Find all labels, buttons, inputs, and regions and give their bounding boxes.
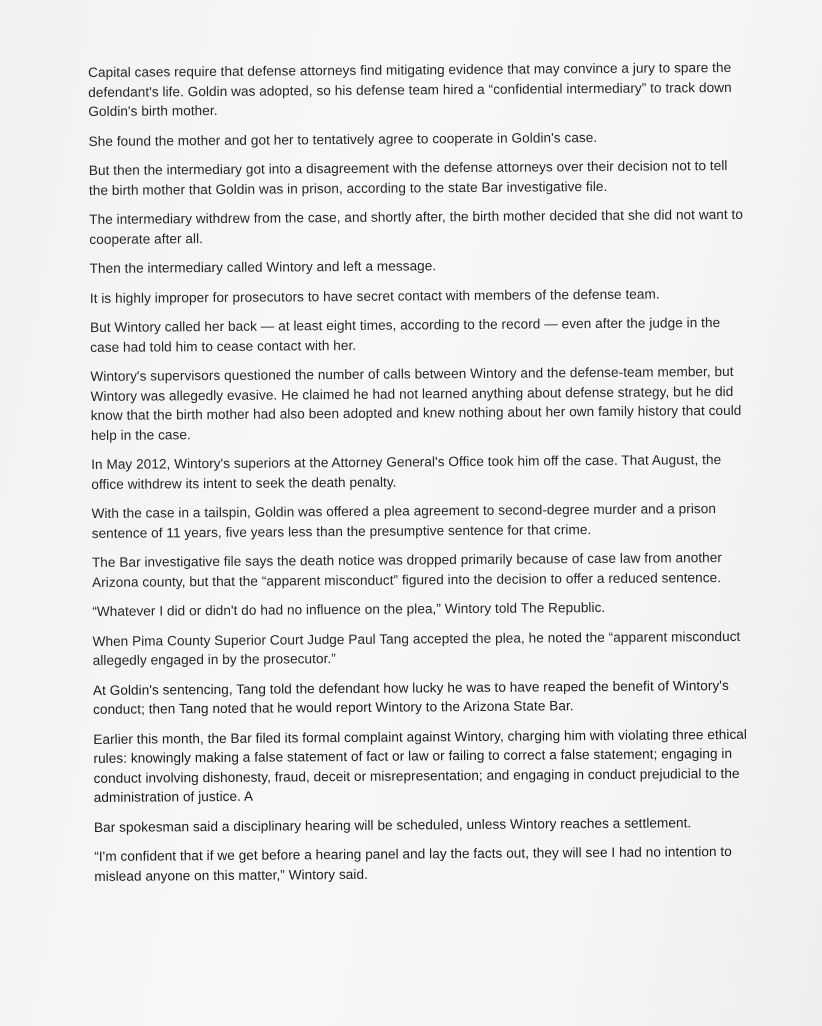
paragraph-15: Earlier this month, the Bar filed its formal complaint against Wintory, charging him with violating three ethical rules: knowingly making a false statement of fact or law or failing to correct a false statement; engaging in conduct involving dishonesty, fraud, deceit or misrepresentation; and engaging in conduct prejudicial to the administration of justice. A bbox=[93, 726, 748, 805]
paragraph-14: At Goldin's sentencing, Tang told the defendant how lucky he was to have reaped the benefit of Wintory's conduct; then Tang noted that he would report Wintory to the Arizona State Bar. bbox=[92, 677, 729, 717]
paragraph-4: The intermediary withdrew from the case, and shortly after, the birth mother decided that she did not want to cooperate after all. bbox=[89, 206, 744, 247]
paragraph-10: With the case in a tailspin, Goldin was offered a plea agreement to second-degree murder and a prison sentence of 11 years, five years less than the presumptive sentence for that crime. bbox=[91, 501, 717, 541]
paragraph-17: “I'm confident that if we get before a hearing panel and lay the facts out, they will see I had no intention to mislead anyone on this matter,” Wintory said. bbox=[94, 843, 732, 884]
paragraph-5: Then the intermediary called Wintory and left a message. bbox=[89, 258, 437, 276]
paragraph-12: “Whatever I did or didn't do had no influence on the plea,” Wintory told The Republic. bbox=[92, 599, 606, 619]
paragraph-1: Capital cases require that defense attorneys find mitigating evidence that may convince a jury to spare the defendant's life. Goldin was adopted, so his defense team hired a “confidential intermediary” to track down Goldin's birth mother. bbox=[88, 59, 732, 119]
paragraph-7: But Wintory called her back — at least eight times, according to the record — even after the judge in the case had told him to cease contact with her. bbox=[90, 315, 721, 355]
paragraph-8: Wintory's supervisors questioned the number of calls between Wintory and the defense-team member, but Wintory was allegedly evasive. He claimed he had not learned anything about defense strategy, but he did know that the birth mother had also been adopted and knew nothing about her own family history that could help in the case. bbox=[90, 363, 742, 443]
article-body bbox=[88, 58, 755, 896]
paragraph-2: She found the mother and got her to tentatively agree to cooperate in Goldin's case. bbox=[88, 129, 598, 149]
paragraph-16: Bar spokesman said a disciplinary hearing will be scheduled, unless Wintory reaches a settlement. bbox=[93, 814, 692, 835]
paragraph-11: The Bar investigative file says the death notice was dropped primarily because of case law from another Arizona county, but that the “apparent misconduct” figured into the decision to offer a reduced sentence. bbox=[91, 550, 722, 590]
paragraph-9: In May 2012, Wintory's superiors at the Attorney General's Office took him off the case. That August, the office withdrew its intent to seek the death penalty. bbox=[91, 452, 722, 492]
paragraph-13: When Pima County Superior Court Judge Paul Tang accepted the plea, he noted the “apparent misconduct allegedly engaged in by the prosecutor.” bbox=[92, 628, 741, 668]
paragraph-6: It is highly improper for prosecutors to have secret contact with members of the defense team. bbox=[89, 286, 660, 306]
paragraph-3: But then the intermediary got into a disagreement with the defense attorneys over their decision not to tell the birth mother that Goldin was in prison, according to the state Bar investigative file. bbox=[88, 157, 728, 198]
